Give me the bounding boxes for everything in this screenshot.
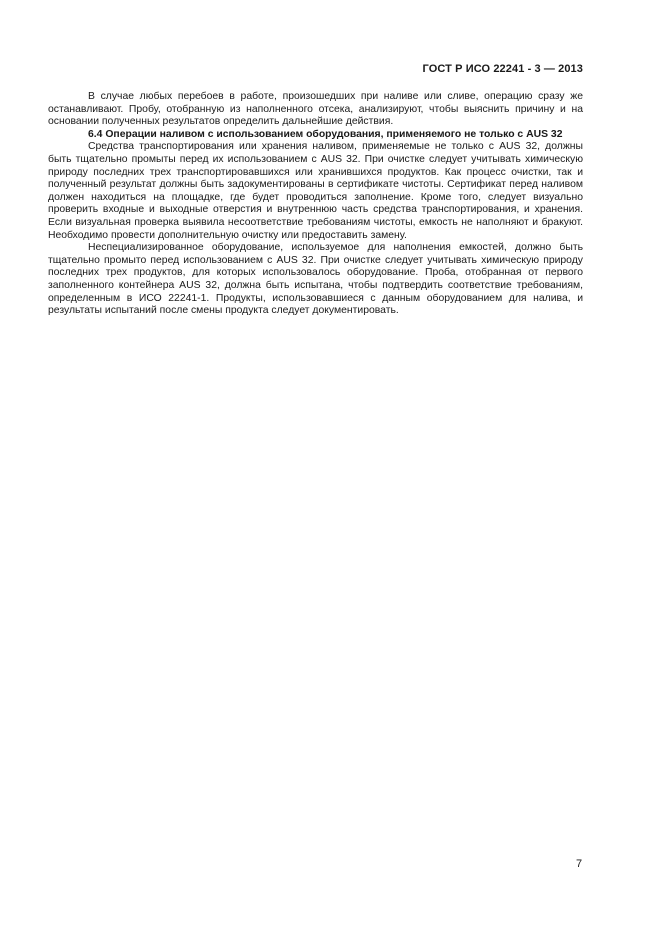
paragraph-bulk-transport-cleaning: Средства транспортирования или хранения наливом, применяемые не только с AUS 32, должны быть тщательно промыты перед их использованием с AUS 32. При очистке следует учитывать химическую природу последних трех транспортировавшихся или хранившихся продуктов. Как процесс очистки, так и полученный результат должны быть задокументированы в сертификате чистоты. Сертификат перед наливом должен находиться на площадке, где будет проводиться заполнение. Кроме того, следует визуально проверить входные и выходные отверстия и внутреннюю часть средства транспортирования, и хранения. Если визуальная проверка выявила несоответствие требованиям чистоты, емкость не наполняют и бракуют. Необходимо провести дополнительную очистку или предоставить замену.: [48, 141, 583, 241]
paragraph-interruption-procedure: В случае любых перебоев в работе, произошедших при наливе или сливе, операцию сразу же останавливают. Пробу, отобранную из наполненного отсека, анализируют, чтобы выяснить причину и на основании полученных результатов определить дальнейшие действия.: [48, 91, 583, 128]
page-number: 7: [576, 858, 583, 870]
paragraph-non-dedicated-equipment: Неспециализированное оборудование, используемое для наполнения емкостей, должно быть тщательно промыто перед использованием с AUS 32. При очистке следует учитывать химическую природу последних трех продуктов, для которых использовалось оборудование. Проба, отобранная от первого заполненного контейнера AUS 32, должна быть испытана, чтобы подтвердить соответствие требованиям, определенным в ИСО 22241-1. Продукты, использовавшиеся с данным оборудованием для налива, и результаты испытаний после смены продукта следует документировать.: [48, 242, 583, 317]
document-body: [48, 91, 583, 318]
document-header-standard-code: ГОСТ Р ИСО 22241 - 3 — 2013: [422, 63, 583, 75]
section-heading-6-4: 6.4 Операции наливом с использованием оборудования, применяемого не только с AUS 32: [88, 128, 563, 140]
